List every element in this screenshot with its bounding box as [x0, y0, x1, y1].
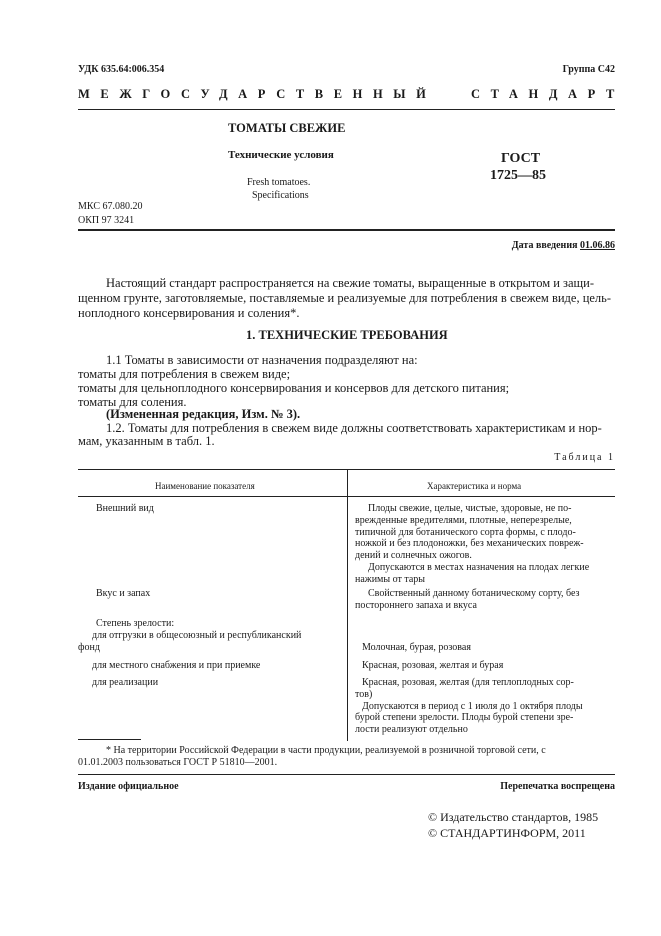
official-edition: Издание официальное — [78, 781, 179, 792]
gost-label: ГОСТ — [501, 151, 541, 166]
table-row-ripeness-local-value: Красная, розовая, желтая и бурая — [362, 660, 504, 671]
banner-right: СТАНДАРТ — [470, 87, 625, 101]
table-row-ripeness-shipment-name — [78, 630, 342, 654]
group-code: Группа С42 — [562, 64, 615, 75]
taste-line-2: постороннего запаха и вкуса — [355, 599, 477, 611]
para-1-1-item-2: томаты для цельноплодного консервирования и консервов для детского питания; — [78, 381, 510, 395]
para-1-2-line-2: мам, указанным в табл. 1. — [78, 434, 215, 448]
para-1-1-item-3: томаты для соления. — [78, 395, 187, 409]
appearance-line-7: нажимы от тары — [355, 573, 425, 585]
appearance-line-6: Допускаются в местах назначения на плодах легкие — [368, 561, 590, 573]
table-row-ripeness-shipment-value: Молочная, бурая, розовая — [362, 642, 471, 653]
para-1-1-item-1: томаты для потребления в свежем виде; — [78, 367, 291, 381]
table-column-divider — [347, 469, 348, 741]
table-row-ripeness-local-name: для местного снабжения и при приемке — [92, 660, 261, 671]
table-header-rule — [78, 496, 615, 497]
table-header-name: Наименование показателя — [155, 481, 255, 491]
english-title-2: Specifications — [252, 190, 309, 201]
effective-date — [512, 240, 615, 251]
copyright-standartinform: © СТАНДАРТИНФОРМ, 2011 — [428, 826, 586, 840]
para-1-2-line-1: 1.2. Томаты для потребления в свежем виде должны соответствовать характеристикам и нор- — [106, 421, 602, 435]
table-row-appearance-name: Внешний вид — [96, 503, 154, 514]
table-header-value: Характеристика и норма — [427, 481, 522, 491]
sale-line-3: Допускаются в период с 1 июля до 1 октября плоды — [362, 700, 583, 712]
appearance-line-1: Плоды свежие, целые, чистые, здоровые, не по- — [368, 503, 572, 514]
standard-subtitle: Технические условия — [228, 149, 334, 161]
standard-title: ТОМАТЫ СВЕЖИЕ — [228, 121, 346, 135]
footnote-line-1: * На территории Российской Федерации в части продукции, реализуемой в розничной торговой сети, с — [106, 745, 546, 756]
effective-date-value: 01.06.86 — [580, 240, 615, 251]
title-rule — [78, 229, 615, 231]
footer-rule — [78, 774, 615, 775]
okp-code: ОКП 97 3241 — [78, 215, 135, 226]
mks-code: МКС 67.080.20 — [78, 201, 143, 212]
english-title-1: Fresh tomatoes. — [247, 177, 311, 188]
sale-line-4: бурой степени зрелости. Плоды бурой степени зре- — [355, 712, 574, 724]
appearance-line-2: врежденные вредителями, плотные, неперезрелые, — [355, 514, 572, 526]
banner-left: МЕЖГОСУДАРСТВЕННЫЙ — [78, 87, 437, 101]
copyright-publisher: © Издательство стандартов, 1985 — [428, 810, 599, 824]
shipment-line-2: фонд — [78, 641, 100, 653]
revision-note: (Измененная редакция, Изм. № 3). — [106, 407, 301, 421]
footnote-line-2: 01.01.2003 пользоваться ГОСТ Р 51810—2001. — [78, 757, 278, 768]
appearance-line-5: дений и солнечных ожогов. — [355, 550, 472, 562]
footnote-rule — [78, 739, 141, 740]
table-caption: Таблица 1 — [554, 452, 615, 463]
intro-line-2: щенном грунте, заготовляемые, поставляемые и реализуемые для потребления в свежем виде, цель- — [78, 291, 612, 305]
table-row-ripeness-sale-value — [355, 677, 614, 736]
table-row-taste-name: Вкус и запах — [96, 588, 151, 599]
udk-code: УДК 635.64:006.354 — [78, 64, 165, 75]
table-row-appearance-value — [355, 503, 613, 586]
appearance-line-3: типичной для ботанического сорта формы, с плодо- — [355, 526, 576, 538]
appearance-line-4: ножкой и без плодоножки, без механических повреж- — [355, 538, 584, 550]
table-row-ripeness-name: Степень зрелости: — [96, 618, 175, 629]
sale-line-2: тов) — [355, 688, 373, 700]
table-row-ripeness-sale-name: для реализации — [92, 677, 159, 688]
shipment-line-1: для отгрузки в общесоюзный и республиканский — [92, 630, 302, 641]
reprint-prohibited: Перепечатка воспрещена — [500, 781, 615, 792]
section-heading: 1. ТЕХНИЧЕСКИЕ ТРЕБОВАНИЯ — [246, 328, 448, 342]
taste-line-1: Свойственный данному ботаническому сорту, без — [368, 588, 580, 599]
para-1-1: 1.1 Томаты в зависимости от назначения подразделяют на: — [106, 353, 418, 367]
sale-line-5: лости реализуют отдельно — [355, 724, 468, 736]
intro-line-3: ноплодного консервирования и соления*. — [78, 306, 300, 320]
table-row-taste-value — [355, 588, 613, 612]
banner-rule — [78, 109, 615, 110]
sale-line-1: Красная, розовая, желтая (для теплоплодных сор- — [362, 677, 574, 688]
effective-date-label: Дата введения — [511, 240, 578, 251]
intro-line-1: Настоящий стандарт распространяется на свежие томаты, выращенные в открытом и защи- — [106, 276, 595, 290]
gost-number: 1725—85 — [490, 168, 546, 183]
